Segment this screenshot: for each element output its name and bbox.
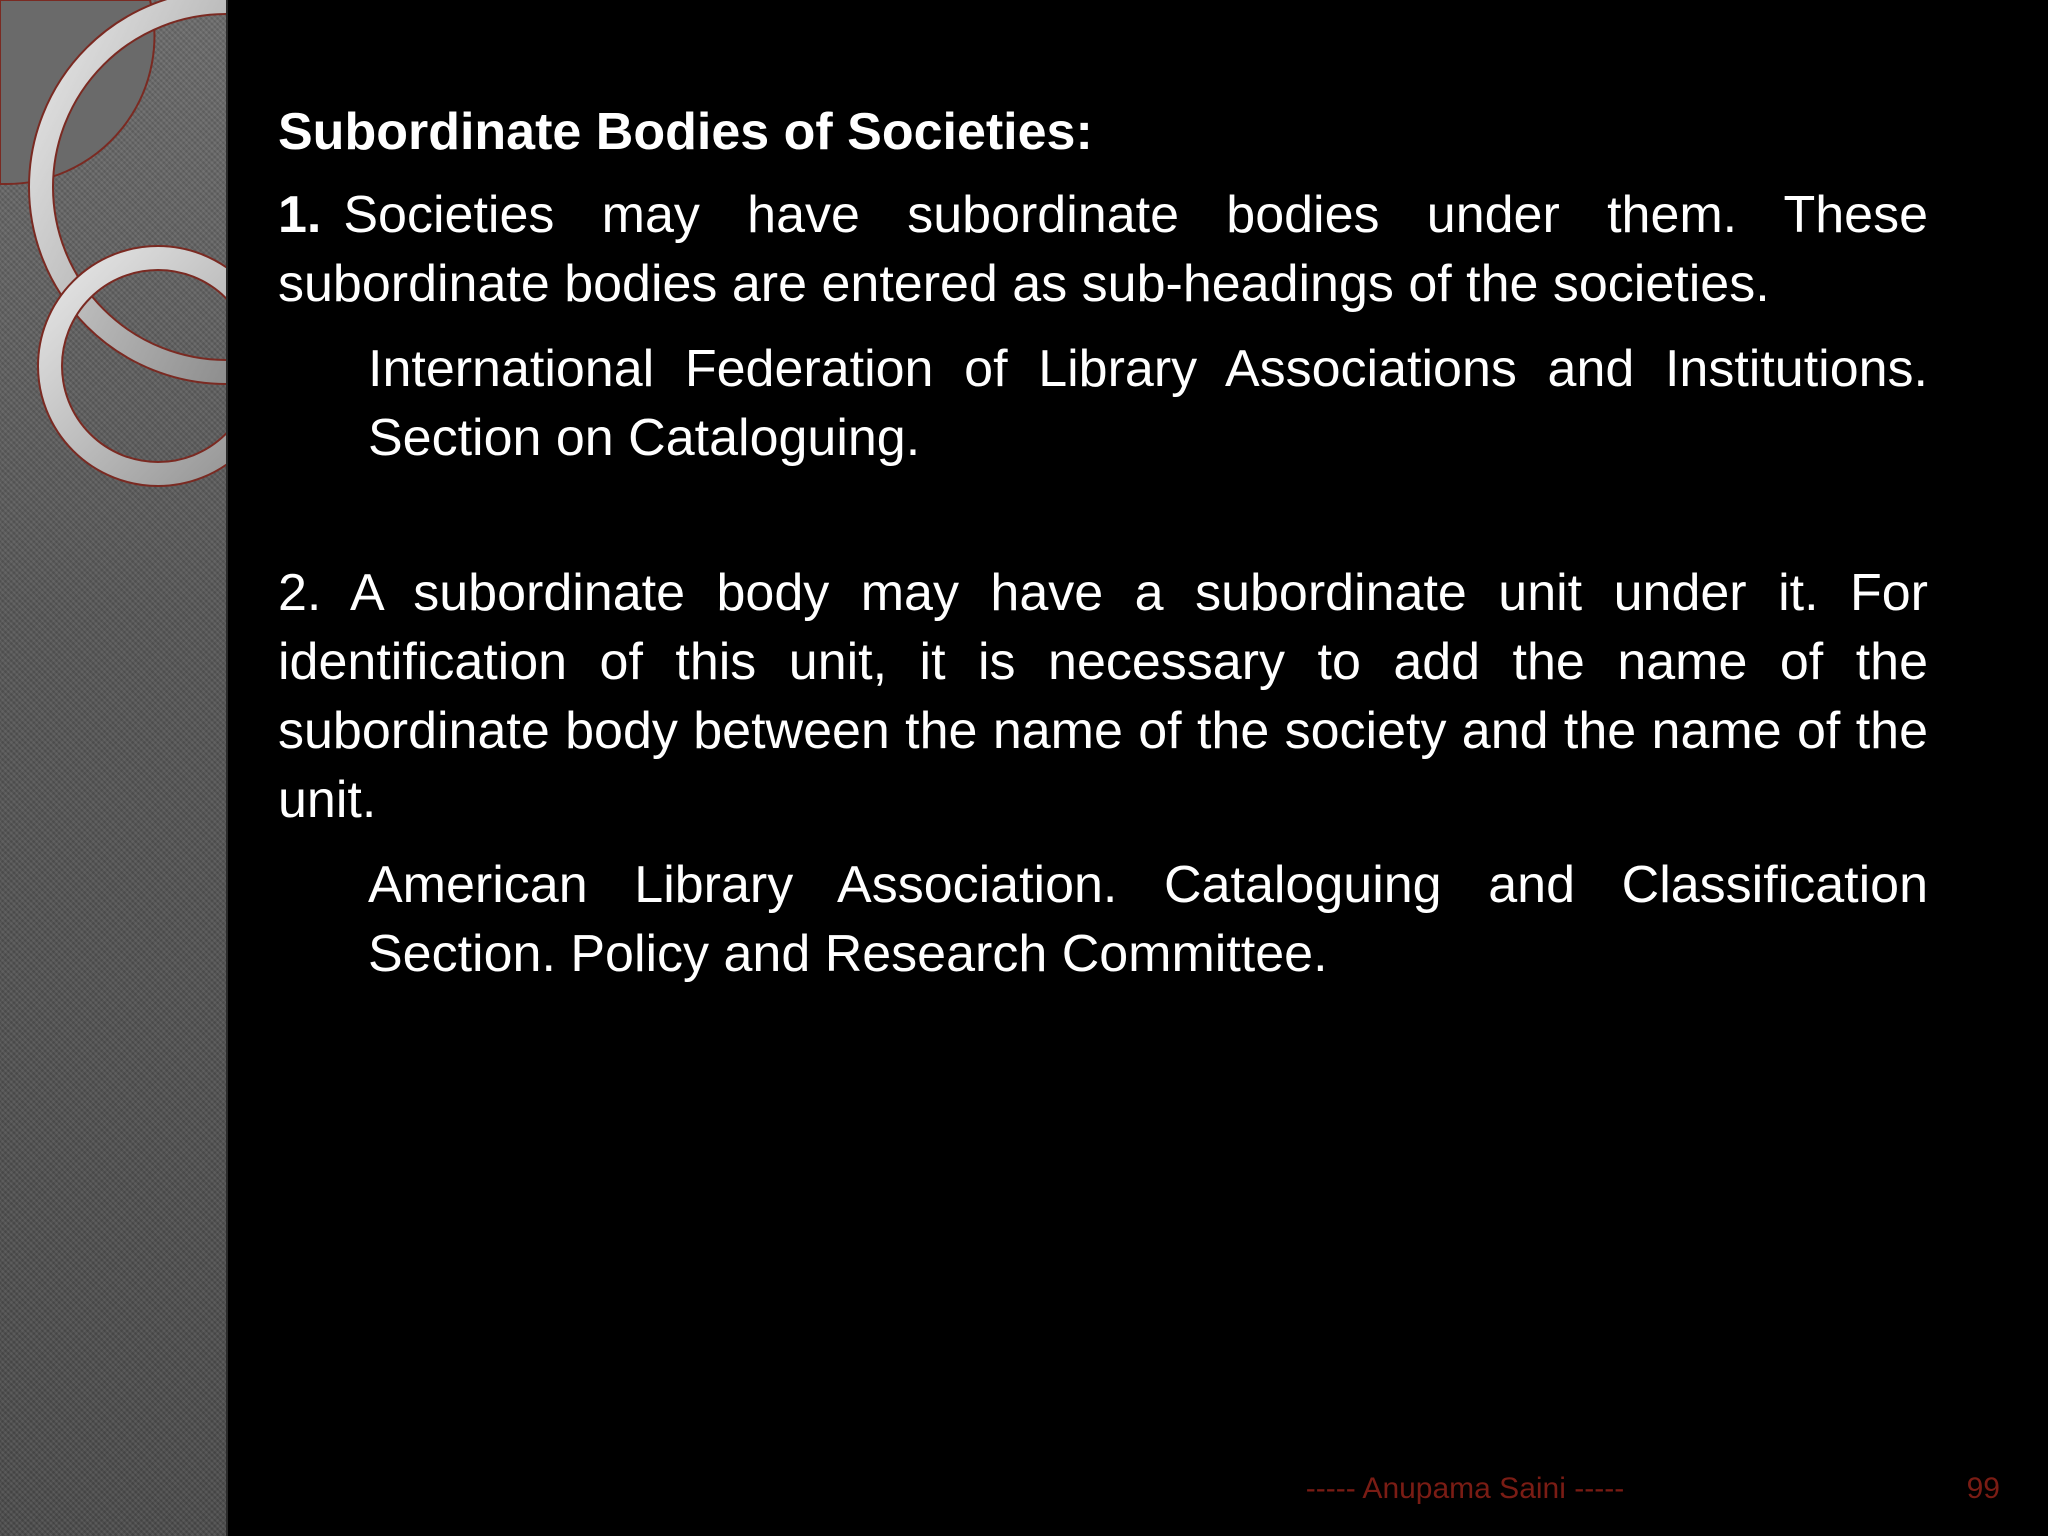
ring-decoration-icon [0,0,226,500]
point-1-text [278,181,1928,319]
slide-content [278,98,1928,989]
spacer [278,473,1928,559]
sidebar-panel [0,0,228,1536]
footer-author: ----- Anupama Saini ----- [1305,1472,1625,1505]
point-1-number: 1. [278,186,322,244]
point-2-text: 2. A subordinate body may have a subordinate unit under it. For identification of this unit, it is necessary to add the name of the subordinate body between the name of the society and the name of the unit. [278,564,1928,829]
page-number: 99 [1966,1472,2000,1505]
point-2-example: American Library Association. Cataloguing and Classification Section. Policy and Research Committee. [368,856,1928,983]
point-1-body: Societies may have subordinate bodies under them. These subordinate bodies are entered as sub-headings of the societies. [278,186,1928,313]
point-1-example: International Federation of Library Associations and Institutions. Section on Cataloguing. [368,340,1928,467]
slide-heading: Subordinate Bodies of Societies: [278,103,1093,161]
